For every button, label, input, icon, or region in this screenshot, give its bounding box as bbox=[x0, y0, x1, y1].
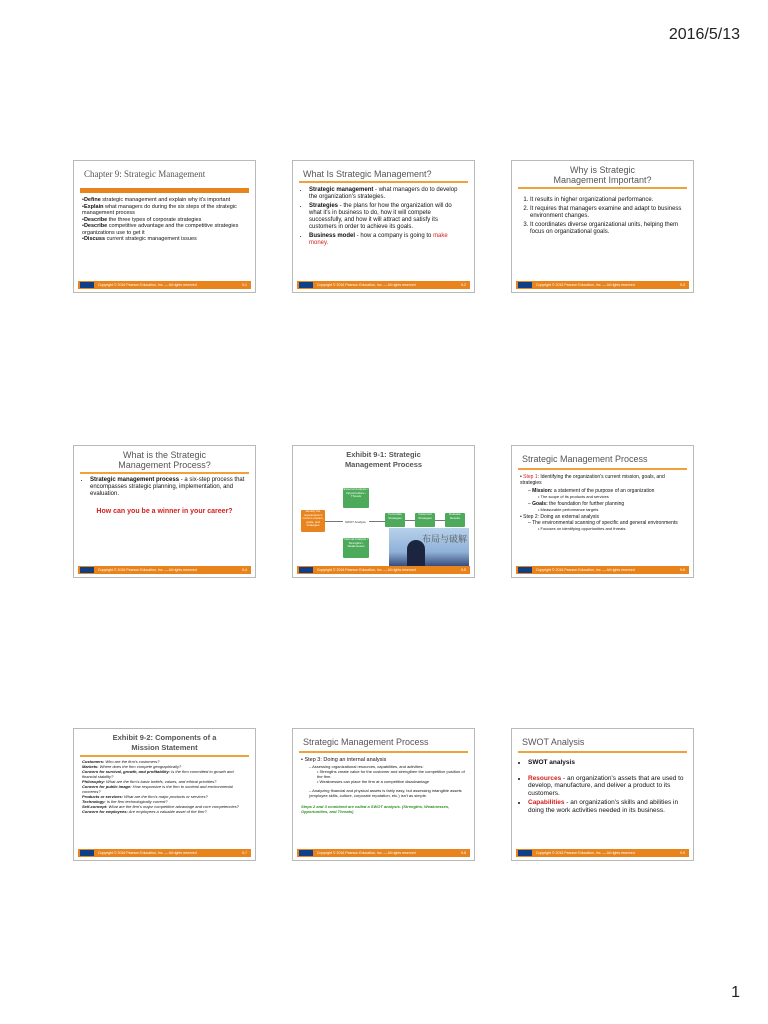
component-row: Products or services: What are the firm's major products or services? bbox=[82, 794, 208, 799]
pearson-logo bbox=[518, 567, 532, 573]
title-rule bbox=[80, 472, 249, 474]
objective-item: •Describe the three types of corporate strategies bbox=[82, 216, 202, 223]
slide-subtitle-band bbox=[80, 188, 249, 193]
pearson-logo bbox=[80, 567, 94, 573]
pearson-logo bbox=[299, 850, 313, 856]
title-rule bbox=[518, 751, 687, 753]
component-row: Concern for survival, growth, and profitability: Is the firm committed to growth and financial stability? bbox=[82, 769, 234, 779]
slide-footer: Copyright © 2016 Pearson Education, Inc. — All rights reserved 9-7 bbox=[78, 849, 251, 857]
sub-sub-bullet: • Strengths create value for the customer and strengthen the competitive position of the firm. bbox=[317, 768, 465, 779]
slide-title: Exhibit 9-1: Strategic Management Process bbox=[344, 450, 423, 469]
mission-components-list bbox=[82, 759, 247, 814]
slide-body bbox=[301, 187, 466, 249]
slide-body bbox=[301, 757, 466, 814]
diagram-arrow bbox=[405, 520, 415, 521]
numbered-item: 3. It coordinates diverse organizational units, helping them focus on organizational goals. bbox=[530, 222, 685, 236]
pearson-logo bbox=[518, 282, 532, 288]
objective-item: •Explain what managers do during the six steps of the strategic management process bbox=[82, 203, 237, 216]
slide-swot-analysis bbox=[511, 728, 694, 861]
slide-title: Why is Strategic Management Important? bbox=[553, 165, 652, 185]
objective-item: •Define strategic management and explain why it's important bbox=[82, 197, 231, 203]
diagram-label-swot: SWOT Analysis bbox=[345, 520, 366, 524]
sub-sub-bullet: • The scope of its products and services bbox=[538, 494, 609, 499]
objectives-list bbox=[82, 197, 247, 243]
component-row: Technology: Is the firm technologically current? bbox=[82, 799, 168, 804]
slide-title: SWOT Analysis bbox=[522, 737, 585, 747]
objective-item: •Discuss current strategic management issues bbox=[82, 236, 197, 242]
slide-chapter-title bbox=[73, 160, 256, 293]
title-rule bbox=[299, 751, 468, 753]
numbered-item: 1. It results in higher organizational performance. bbox=[530, 197, 685, 204]
component-row: Markets: Where does the firm compete geographically? bbox=[82, 764, 182, 769]
sub-bullet: – Mission: a statement of the purpose of an organization bbox=[528, 488, 655, 494]
sub-bullet: – Assessing organizational resources, capabilities, and activities: bbox=[309, 763, 424, 769]
career-question: How can you be a winner in your career? bbox=[96, 508, 233, 515]
sub-sub-bullet: • Weaknesses can place the firm at a competitive disadvantage bbox=[317, 778, 430, 784]
slide-exhibit-9-1 bbox=[292, 445, 475, 578]
bullet: • Resources - an organization's assets that are used to develop, manufacture, and deliver a product to its customers. bbox=[528, 775, 685, 798]
diagram-arrow bbox=[325, 521, 343, 522]
speaker-photo bbox=[389, 528, 469, 568]
bullet: • Step 3: Doing an internal analysis bbox=[301, 757, 387, 763]
slide-title: Strategic Management Process bbox=[522, 454, 648, 464]
component-row: Customers: Who are the firm's customers? bbox=[82, 759, 160, 764]
page-date: 2016/5/13 bbox=[668, 26, 740, 43]
sub-sub-bullet: • Focuses on identifying opportunities and threats bbox=[538, 526, 626, 531]
slide-what-is-strategic-management bbox=[292, 160, 475, 293]
sub-bullet: – Analyzing financial and physical assets is fairly easy, but assessing intangible assets (employee skills, culture, corporate reputation, etc.) isn't as simple. bbox=[309, 787, 462, 798]
bullet: • Strategies - the plans for how the organization will do what it's in business to do, how it will compete successfully, and how it will attract and satisfy its customers in order to achieve its goals. bbox=[309, 203, 466, 231]
slide-what-is-process bbox=[73, 445, 256, 578]
slide-body bbox=[520, 197, 685, 238]
pearson-logo bbox=[80, 850, 94, 856]
bullet: • Step 1: Identifying the organization's current mission, goals, and strategies bbox=[520, 474, 665, 486]
diagram-arrow bbox=[369, 521, 385, 522]
diagram-arrow bbox=[435, 520, 445, 521]
slide-title: What Is Strategic Management? bbox=[303, 169, 432, 179]
component-row: Philosophy: What are the firm's basic beliefs, values, and ethical priorities? bbox=[82, 779, 217, 784]
slide-body bbox=[520, 474, 685, 531]
slide-footer: Copyright © 2016 Pearson Education, Inc. — All rights reserved 9-8 bbox=[297, 849, 470, 857]
slide-footer: Copyright © 2016 Pearson Education, Inc. — All rights reserved 9-6 bbox=[516, 566, 689, 574]
component-row: Concern for public image: How responsive is the firm to societal and environmental concerns? bbox=[82, 784, 233, 794]
slide-footer: Copyright © 2016 Pearson Education, Inc. — All rights reserved 9-5 bbox=[297, 566, 470, 574]
bullet: • Strategic management - what managers do to develop the organization's strategies. bbox=[309, 187, 466, 201]
diagram-box-mission: Identify the organization's current mission, goals, and strategies bbox=[301, 510, 325, 532]
page-number: 1 bbox=[731, 984, 740, 1001]
bullet: • Capabilities - an organization's skills and abilities in doing the work activities needed in its business. bbox=[528, 799, 685, 814]
pearson-logo bbox=[518, 850, 532, 856]
photo-banner-text: 布局与破解 bbox=[421, 534, 467, 544]
bullet: • Step 2: Doing an external analysis bbox=[520, 514, 600, 520]
diagram-box-external: External Analysis • Opportunities • Threats bbox=[343, 488, 369, 508]
component-row: Concern for employees: Are employees a valuable asset of the firm? bbox=[82, 809, 207, 814]
slide-title: Chapter 9: Strategic Management bbox=[84, 169, 206, 179]
slide-footer: Copyright © 2016 Pearson Education, Inc. — All rights reserved 9-9 bbox=[516, 849, 689, 857]
bullet: • Strategic management process - a six-step process that encompasses strategic planning, implementation, and evaluation. bbox=[90, 477, 247, 498]
sub-bullet: – Goals: the foundation for further planning bbox=[528, 501, 625, 507]
slide-why-important bbox=[511, 160, 694, 293]
slide-title: Strategic Management Process bbox=[303, 737, 429, 747]
slide-title: What is the Strategic Management Process? bbox=[118, 450, 211, 470]
pearson-logo bbox=[299, 567, 313, 573]
numbered-item: 2. It requires that managers examine and adapt to business environment changes. bbox=[530, 206, 685, 220]
slide-process-steps-1-2 bbox=[511, 445, 694, 578]
pearson-logo bbox=[80, 282, 94, 288]
slide-body bbox=[520, 759, 685, 816]
pearson-logo bbox=[299, 282, 313, 288]
diagram-box-evaluate: Evaluate Results bbox=[445, 513, 465, 527]
objective-item: •Describe competitive advantage and the competitive strategies organizations use to get it bbox=[82, 223, 239, 236]
slide-footer: Copyright © 2016 Pearson Education, Inc. — All rights reserved 9-2 bbox=[297, 281, 470, 289]
sub-sub-bullet: • Measurable performance targets bbox=[538, 507, 599, 512]
diagram-box-implement: Implement Strategies bbox=[415, 513, 435, 527]
title-rule bbox=[518, 468, 687, 470]
sub-bullet: – The environmental scanning of specific and general environments bbox=[528, 520, 678, 526]
slide-footer: Copyright © 2016 Pearson Education, Inc. — All rights reserved 9-1 bbox=[78, 281, 251, 289]
slide-title: Exhibit 9-2: Components of a Mission Statement bbox=[112, 733, 217, 752]
slide-footer: Copyright © 2016 Pearson Education, Inc. — All rights reserved 9-4 bbox=[78, 566, 251, 574]
bullet: • SWOT analysis bbox=[528, 759, 685, 767]
title-rule bbox=[80, 755, 249, 757]
diagram-box-formulate: Formulate Strategies bbox=[385, 513, 405, 527]
swot-note: Steps 2 and 3 combined are called a SWOT analysis. (Strengths, Weaknesses, Opportunities, and Threats) bbox=[301, 803, 450, 814]
diagram-box-internal: Internal Analysis • Strengths • Weaknesses bbox=[343, 538, 369, 558]
title-rule bbox=[299, 181, 468, 183]
slide-body bbox=[82, 477, 247, 515]
slide-exhibit-9-2 bbox=[73, 728, 256, 861]
bullet: • Business model - how a company is going to make money. bbox=[309, 233, 466, 247]
component-row: Self-concept: What are the firm's major competitive advantage and core competencies? bbox=[82, 804, 239, 809]
title-rule bbox=[518, 187, 687, 189]
slide-process-step-3 bbox=[292, 728, 475, 861]
slide-footer: Copyright © 2016 Pearson Education, Inc. — All rights reserved 9-3 bbox=[516, 281, 689, 289]
